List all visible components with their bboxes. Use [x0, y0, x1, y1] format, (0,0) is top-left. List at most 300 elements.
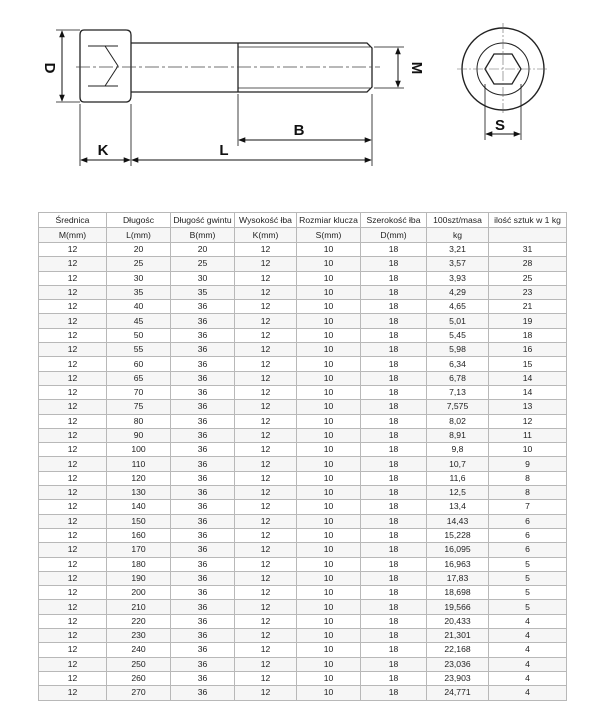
table-cell: 5 [489, 557, 567, 571]
table-cell: 36 [171, 643, 235, 657]
table-cell: 9 [489, 457, 567, 471]
table-cell: Szerokość łba [361, 213, 427, 228]
table-cell: 12 [39, 657, 107, 671]
table-cell: M(mm) [39, 228, 107, 243]
table-row [39, 357, 567, 371]
table-cell: 36 [171, 514, 235, 528]
table-cell: 36 [171, 586, 235, 600]
table-cell: 12 [39, 271, 107, 285]
table-cell: 40 [107, 300, 171, 314]
table-cell: 12 [235, 629, 297, 643]
table-row [39, 271, 567, 285]
table-cell: 18 [361, 557, 427, 571]
table-cell: 10 [297, 414, 361, 428]
table-cell: 6,78 [427, 371, 489, 385]
table-cell: 25 [107, 257, 171, 271]
table-cell: 10 [297, 614, 361, 628]
table-cell: 23,903 [427, 671, 489, 685]
table-cell: B(mm) [171, 228, 235, 243]
bolt-head-outline [80, 30, 131, 102]
table-cell: 100szt/masa [427, 213, 489, 228]
table-row [39, 500, 567, 514]
table-cell: 10 [297, 657, 361, 671]
table-cell: 16,095 [427, 543, 489, 557]
table-cell: 10 [297, 600, 361, 614]
table-row [39, 328, 567, 342]
table-row [39, 557, 567, 571]
table-cell: 75 [107, 400, 171, 414]
table-cell: 5 [489, 600, 567, 614]
table-row [39, 543, 567, 557]
table-cell: 10 [297, 629, 361, 643]
table-cell: 12 [39, 586, 107, 600]
table-cell: 10 [297, 557, 361, 571]
table-cell: 10 [297, 314, 361, 328]
table-cell: 5,01 [427, 314, 489, 328]
table-cell: 12 [235, 543, 297, 557]
table-cell: 18 [361, 343, 427, 357]
table-cell: 3,21 [427, 243, 489, 257]
table-cell: 18 [361, 671, 427, 685]
table-cell: 7 [489, 500, 567, 514]
table-cell: 12 [39, 514, 107, 528]
table-cell: 12 [39, 571, 107, 585]
table-cell: 36 [171, 314, 235, 328]
table-cell: 18 [361, 500, 427, 514]
table-cell: 36 [171, 300, 235, 314]
table-cell: 12,5 [427, 486, 489, 500]
table-cell: 65 [107, 371, 171, 385]
table-cell: L(mm) [107, 228, 171, 243]
table-cell [489, 228, 567, 243]
table-cell: 6 [489, 528, 567, 542]
table-cell: 14 [489, 385, 567, 399]
bolt-spec-table [38, 212, 567, 701]
table-cell: 28 [489, 257, 567, 271]
table-cell: 50 [107, 328, 171, 342]
table-cell: 18 [489, 328, 567, 342]
table-cell: 3,93 [427, 271, 489, 285]
table-cell: 230 [107, 629, 171, 643]
table-cell: 10 [297, 686, 361, 700]
table-cell: 36 [171, 471, 235, 485]
table-cell: 10 [489, 443, 567, 457]
table-cell: 12 [39, 243, 107, 257]
table-cell: 10 [297, 571, 361, 585]
table-cell: Długośc [107, 213, 171, 228]
table-cell: 130 [107, 486, 171, 500]
table-cell: 20 [107, 243, 171, 257]
table-cell: 180 [107, 557, 171, 571]
table-cell: 12 [235, 371, 297, 385]
table-cell: 14,43 [427, 514, 489, 528]
table-cell: 36 [171, 443, 235, 457]
table-cell: 10 [297, 471, 361, 485]
table-row [39, 600, 567, 614]
table-cell: 36 [171, 428, 235, 442]
table-cell: 6 [489, 543, 567, 557]
table-cell: Średnica [39, 213, 107, 228]
label-d: D [41, 62, 58, 74]
table-cell: 12 [39, 614, 107, 628]
label-m: M [408, 61, 425, 75]
table-cell: 25 [171, 257, 235, 271]
table-cell: 4,29 [427, 285, 489, 299]
label-k: K [97, 142, 109, 159]
table-cell: 18 [361, 514, 427, 528]
table-row [39, 371, 567, 385]
table-row [39, 443, 567, 457]
table-cell: 12 [39, 300, 107, 314]
table-cell: 31 [489, 243, 567, 257]
table-cell: 12 [489, 414, 567, 428]
table-cell: 10 [297, 528, 361, 542]
table-cell: 5,45 [427, 328, 489, 342]
bolt-side-view [80, 30, 372, 102]
table-row [39, 400, 567, 414]
table-cell: 4 [489, 671, 567, 685]
table-cell: 5 [489, 586, 567, 600]
table-cell: 4 [489, 629, 567, 643]
table-row [39, 243, 567, 257]
table-cell: 18 [361, 629, 427, 643]
table-row [39, 614, 567, 628]
table-cell: 12 [235, 586, 297, 600]
table-cell: 12 [39, 471, 107, 485]
table-cell: 18 [361, 528, 427, 542]
label-l: L [219, 142, 229, 159]
table-cell: 18 [361, 614, 427, 628]
table-cell: 21,301 [427, 629, 489, 643]
table-cell: 170 [107, 543, 171, 557]
table-cell: 12 [39, 257, 107, 271]
table-cell: 4 [489, 643, 567, 657]
table-cell: 7,575 [427, 400, 489, 414]
table-cell: 60 [107, 357, 171, 371]
table-cell: 12 [39, 314, 107, 328]
table-cell: 12 [235, 686, 297, 700]
table-cell: 36 [171, 600, 235, 614]
table-cell: 12 [235, 571, 297, 585]
table-cell: 210 [107, 600, 171, 614]
table-cell: 12 [39, 486, 107, 500]
table-cell: 12 [235, 657, 297, 671]
table-cell: 10 [297, 671, 361, 685]
table-cell: 140 [107, 500, 171, 514]
table-cell: 8,02 [427, 414, 489, 428]
table-cell: 12 [39, 443, 107, 457]
table-cell: 18 [361, 571, 427, 585]
table-cell: 12 [39, 671, 107, 685]
table-cell: 36 [171, 528, 235, 542]
table-cell: 6,34 [427, 357, 489, 371]
table-cell: 14 [489, 371, 567, 385]
table-cell: 12 [235, 500, 297, 514]
label-b: B [293, 122, 305, 139]
table-cell: 70 [107, 385, 171, 399]
table-cell: 11 [489, 428, 567, 442]
table-cell: K(mm) [235, 228, 297, 243]
table-cell: 55 [107, 343, 171, 357]
table-cell: 12 [235, 285, 297, 299]
table-cell: 240 [107, 643, 171, 657]
table-cell: 36 [171, 400, 235, 414]
table-cell: 10 [297, 385, 361, 399]
table-cell: 18 [361, 257, 427, 271]
table-row [39, 457, 567, 471]
table-cell: 12 [39, 414, 107, 428]
table-cell: 250 [107, 657, 171, 671]
table-row [39, 314, 567, 328]
table-cell: 10 [297, 486, 361, 500]
table-cell: 36 [171, 457, 235, 471]
table-cell: 23,036 [427, 657, 489, 671]
table-cell: 6 [489, 514, 567, 528]
table-cell: 18 [361, 414, 427, 428]
table-cell: 18 [361, 314, 427, 328]
table-cell: 10 [297, 543, 361, 557]
table-cell: 12 [235, 514, 297, 528]
table-cell: 12 [39, 543, 107, 557]
table-cell: 4 [489, 657, 567, 671]
table-cell: 18 [361, 271, 427, 285]
table-row [39, 629, 567, 643]
table-cell: 18 [361, 586, 427, 600]
table-cell: 45 [107, 314, 171, 328]
table-cell: 16 [489, 343, 567, 357]
table-cell: 18 [361, 486, 427, 500]
table-cell: 8 [489, 486, 567, 500]
table-cell: 36 [171, 629, 235, 643]
table-cell: 36 [171, 357, 235, 371]
table-cell: 12 [235, 271, 297, 285]
table-row [39, 571, 567, 585]
table-row [39, 671, 567, 685]
table-cell: 17,83 [427, 571, 489, 585]
table-cell: 18 [361, 457, 427, 471]
table-cell: D(mm) [361, 228, 427, 243]
table-cell: 12 [235, 357, 297, 371]
table-cell: 35 [171, 285, 235, 299]
table-header-row [39, 213, 567, 228]
table-cell: 20 [171, 243, 235, 257]
table-cell: Wysokość łba [235, 213, 297, 228]
table-cell: 10 [297, 500, 361, 514]
hex-socket-line [105, 46, 118, 86]
table-cell: 270 [107, 686, 171, 700]
table-cell: 4 [489, 614, 567, 628]
table-cell: S(mm) [297, 228, 361, 243]
table-cell: 18 [361, 428, 427, 442]
table-row [39, 586, 567, 600]
table-cell: 10 [297, 271, 361, 285]
table-cell: 12 [39, 500, 107, 514]
table-cell: 12 [39, 528, 107, 542]
table-cell: 10 [297, 371, 361, 385]
table-cell: 36 [171, 343, 235, 357]
table-cell: 220 [107, 614, 171, 628]
table-cell: 12 [235, 328, 297, 342]
table-cell: 22,168 [427, 643, 489, 657]
table-cell: 12 [235, 428, 297, 442]
table-cell: 12 [235, 343, 297, 357]
table-cell: 18,698 [427, 586, 489, 600]
table-cell: 12 [235, 414, 297, 428]
table-cell: 16,963 [427, 557, 489, 571]
table-cell: 36 [171, 500, 235, 514]
table-cell: 18 [361, 657, 427, 671]
table-row [39, 414, 567, 428]
table-row [39, 643, 567, 657]
table-cell: 12 [39, 629, 107, 643]
table-cell: 3,57 [427, 257, 489, 271]
table-cell: 8 [489, 471, 567, 485]
table-cell: 12 [39, 557, 107, 571]
table-cell: 36 [171, 571, 235, 585]
table-cell: 13 [489, 400, 567, 414]
table-row [39, 471, 567, 485]
table-cell: 18 [361, 357, 427, 371]
table-cell: 4,65 [427, 300, 489, 314]
table-cell: 10 [297, 586, 361, 600]
table-cell: 10 [297, 300, 361, 314]
table-cell: 12 [39, 343, 107, 357]
table-cell: 18 [361, 300, 427, 314]
table-cell: 12 [39, 686, 107, 700]
table-units-row [39, 228, 567, 243]
table-cell: 12 [39, 428, 107, 442]
table-cell: 30 [107, 271, 171, 285]
table-row [39, 285, 567, 299]
table-cell: 12 [235, 243, 297, 257]
table-cell: 90 [107, 428, 171, 442]
table-cell: 8,91 [427, 428, 489, 442]
table-cell: Długość gwintu [171, 213, 235, 228]
table-cell: 18 [361, 686, 427, 700]
table-cell: 36 [171, 686, 235, 700]
table-cell: 260 [107, 671, 171, 685]
table-cell: 5 [489, 571, 567, 585]
table-cell: 23 [489, 285, 567, 299]
table-cell: 4 [489, 686, 567, 700]
table-row [39, 686, 567, 700]
table-cell: 10 [297, 400, 361, 414]
table-cell: 10 [297, 457, 361, 471]
table-cell: 12 [39, 643, 107, 657]
table-cell: 36 [171, 328, 235, 342]
table-cell: kg [427, 228, 489, 243]
table-cell: 12 [235, 471, 297, 485]
table-cell: 10 [297, 343, 361, 357]
table-cell: 12 [235, 643, 297, 657]
table-cell: 21 [489, 300, 567, 314]
table-cell: 12 [39, 371, 107, 385]
table-cell: 12 [39, 285, 107, 299]
table-cell: 18 [361, 371, 427, 385]
table-cell: 12 [235, 314, 297, 328]
table-cell: 12 [235, 457, 297, 471]
table-row [39, 657, 567, 671]
table-cell: 18 [361, 471, 427, 485]
table-cell: 15,228 [427, 528, 489, 542]
table-cell: 7,13 [427, 385, 489, 399]
table-cell: 15 [489, 357, 567, 371]
table-cell: 150 [107, 514, 171, 528]
table-row [39, 486, 567, 500]
table-cell: 160 [107, 528, 171, 542]
table-row [39, 428, 567, 442]
table-cell: 18 [361, 328, 427, 342]
table-cell: 12 [39, 400, 107, 414]
table-row [39, 528, 567, 542]
table-cell: 18 [361, 285, 427, 299]
table-cell: 10 [297, 285, 361, 299]
table-cell: 12 [39, 385, 107, 399]
table-cell: 25 [489, 271, 567, 285]
table-cell: 18 [361, 243, 427, 257]
table-cell: ilość sztuk w 1 kg [489, 213, 567, 228]
table-cell: 36 [171, 543, 235, 557]
table-cell: 36 [171, 486, 235, 500]
table-cell: 12 [235, 557, 297, 571]
table-cell: 18 [361, 385, 427, 399]
table-cell: 10 [297, 643, 361, 657]
table-cell: 36 [171, 414, 235, 428]
table-cell: Rozmiar klucza [297, 213, 361, 228]
table-cell: 120 [107, 471, 171, 485]
table-cell: 9,8 [427, 443, 489, 457]
table-cell: 10 [297, 357, 361, 371]
table-cell: 36 [171, 385, 235, 399]
table-cell: 12 [235, 614, 297, 628]
table-row [39, 514, 567, 528]
table-cell: 12 [39, 457, 107, 471]
table-cell: 20,433 [427, 614, 489, 628]
table-cell: 12 [235, 400, 297, 414]
table-cell: 10 [297, 328, 361, 342]
table-cell: 36 [171, 671, 235, 685]
table-row [39, 300, 567, 314]
bolt-shank-outline [131, 43, 372, 92]
table-row [39, 343, 567, 357]
table-row [39, 385, 567, 399]
table-cell: 18 [361, 600, 427, 614]
table-cell: 18 [361, 643, 427, 657]
table-cell: 18 [361, 543, 427, 557]
table-cell: 10,7 [427, 457, 489, 471]
table-cell: 11,6 [427, 471, 489, 485]
table-cell: 12 [235, 528, 297, 542]
bolt-technical-drawing [0, 0, 600, 200]
table-cell: 12 [235, 671, 297, 685]
table-cell: 12 [39, 357, 107, 371]
table-cell: 12 [235, 600, 297, 614]
table-cell: 200 [107, 586, 171, 600]
table-cell: 36 [171, 657, 235, 671]
dimension-m [374, 47, 404, 88]
table-cell: 12 [235, 385, 297, 399]
table-cell: 100 [107, 443, 171, 457]
table-cell: 190 [107, 571, 171, 585]
table-cell: 10 [297, 514, 361, 528]
table-cell: 12 [39, 600, 107, 614]
table-cell: 110 [107, 457, 171, 471]
table-cell: 12 [235, 486, 297, 500]
table-cell: 12 [235, 443, 297, 457]
table-cell: 36 [171, 371, 235, 385]
table-cell: 12 [39, 328, 107, 342]
table-cell: 12 [235, 300, 297, 314]
